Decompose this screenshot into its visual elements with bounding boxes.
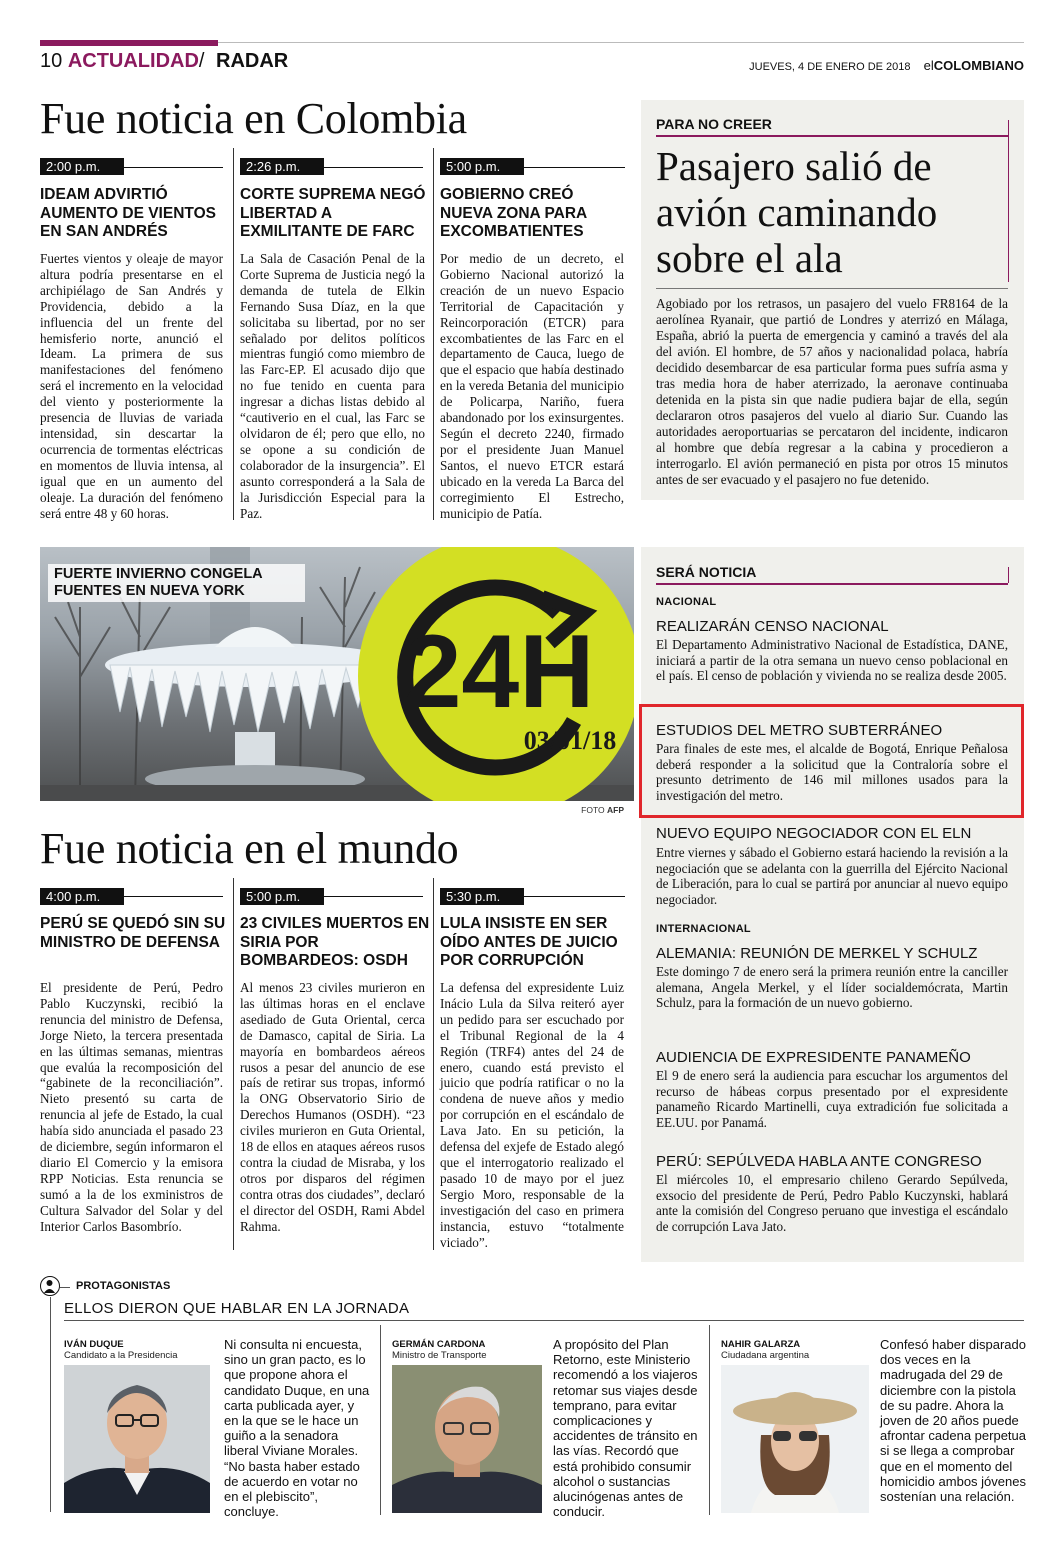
story-body: El presidente de Perú, Pedro Pablo Kuczynski, recibió la renuncia del ministro de Defensa, Jorge Nieto, la tercera presentada en las últimas semanas, mientras que evalúa la recomposición del “gabinete de la reconciliación”. Nieto presentó su carta de renuncia al jefe de Estado, la cual había sido anunciada el pasado 23 de diciembre, según informaron el diario El Comercio y la emisora RPP Noticias. Esta renuncia se sumó a la de los exministros de Cultura Salvador del Solar y del Interior Carlos Basombrío. xyxy=(40,980,223,1234)
sera-noticia-internacional-label: INTERNACIONAL xyxy=(656,923,751,935)
portrait-image xyxy=(392,1365,542,1513)
page-number: 10 xyxy=(40,50,63,72)
protagonist-name: IVÁN DUQUE xyxy=(64,1339,124,1350)
box-vertical-rule xyxy=(1008,120,1009,282)
logo-prefix: el xyxy=(923,58,934,73)
newspaper-logo xyxy=(924,58,1024,73)
sera-noticia-item-body: Este domingo 7 de enero será la primera reunión entre la canciller alemana, Angela Merkel, y el líder socialdemócrata, Martin Schulz, para la formación de un nuevo gobierno. xyxy=(656,964,1008,1011)
photo-credit xyxy=(581,805,624,815)
protagonistas-subtitle: ELLOS DIERON QUE HABLAR EN LA JORNADA xyxy=(64,1300,410,1317)
story-headline: CORTE SUPREMA NEGÓ LIBERTAD A EXMILITANTE DE FARC xyxy=(240,186,426,240)
protagonist-quote: A propósito del Plan Retorno, este Ministerio recomendó a los viajeros retomar sus viajes desde temprano, para evitar complicaciones y accidentes de tránsito en las vías. Recordó que está prohibido consumir alcohol o sustancias alucinógenas antes de conducir. xyxy=(553,1337,698,1520)
column-divider xyxy=(233,148,234,520)
subsection-name: RADAR xyxy=(216,50,289,72)
sera-noticia-item-body: El Departamento Administrativo Nacional de Estadística, DANE, iniciará a partir de la otra semana un nuevo censo poblacional en el país. El censo de población y vivienda no se realiza desde 2005. xyxy=(656,637,1008,684)
time-badge: 5:00 p.m. xyxy=(440,158,524,175)
sera-noticia-item-body: Para finales de este mes, el alcalde de Bogotá, Enrique Peñalosa deberá responder a la solicitud que la Contraloría sobre el presunto detrimento de 146 mil millones usados para la investigación del metro. xyxy=(656,741,1008,803)
protagonist-name: NAHIR GALARZA xyxy=(721,1339,801,1350)
story-body: Por medio de un decreto, el Gobierno Nacional autorizó la creación de un nuevo Espacio Territorial de Capacitación y Reincorporación (ETCR) para excombatientes de las Farc en el departamento de Cauca, luego de que el espacio que había destinado en la vereda Betania del municipio de Policarpa, Nariño, fuera abandonado por los exinsurgentes. Según el decreto 2240, firmado por el presidente Juan Manuel Santos, el nuevo ETCR estará ubicado en la vereda La Barca del corregimiento El Estrecho, municipio de Patía. xyxy=(440,251,624,521)
sera-noticia-item-body: Entre viernes y sábado el Gobierno estará haciendo la revisión a la negociación que se adelanta con la guerrilla del Ejército Nacional de Liberación, para lo cual se partirá por anunciar al nuevo equipo negociador. xyxy=(656,845,1008,907)
para-no-creer-label: PARA NO CREER xyxy=(656,116,772,132)
story-headline: GOBIERNO CREÓ NUEVA ZONA PARA EXCOMBATIENTES xyxy=(440,186,587,240)
sera-noticia-item-body: El miércoles 10, el empresario chileno Gerardo Sepúlveda, exsocio del presidente de Perú, Pedro Pablo Kuczynski, hablará ante la comisión del Congreso peruano que investiga el escándalo de corrupción Lava Jato. xyxy=(656,1172,1008,1234)
person-icon xyxy=(40,1276,60,1296)
box-vertical-rule xyxy=(1008,567,1009,583)
mundo-title: Fue noticia en el mundo xyxy=(40,824,459,873)
protagonist-role: Ciudadana argentina xyxy=(721,1350,810,1361)
protagonistas-vertical-rule xyxy=(50,1297,51,1512)
header-accent-bar xyxy=(40,40,218,46)
protagonist-photo xyxy=(64,1365,210,1513)
box-rule xyxy=(656,288,1008,289)
time-badge: 5:00 p.m. xyxy=(240,888,324,905)
protagonistas-divider xyxy=(380,1325,381,1515)
story-headline: PERÚ SE QUEDÓ SIN SU MINISTRO DE DEFENSA xyxy=(40,915,226,951)
story-body: Fuertes vientos y oleaje de mayor altura podría presentarse en el archipiélago de San Andrés y Providencia, debido a la influencia del un frente del hemisferio norte, anunció el Ideam. La primera de sus manifestaciones del fenómeno será el incremento en la velocidad del viento y posteriormente la presencia de lluvias de variada intensidad, sin descartar la ocurrencia de tormentas eléctricas en momentos de lluvia intensa, al igual que en un aumento del oleaje. La duración del fenómeno será entre 48 y 60 horas. xyxy=(40,251,223,521)
header-rule xyxy=(218,42,1024,43)
portrait-image xyxy=(64,1365,210,1513)
protagonist-quote: Ni consulta ni encuesta, sino un gran pacto, es lo que propone ahora el candidato Duque, en una carta publicada ayer, y en la que se le hace un guiño a la senadora liberal Viviane Morales. “No basta haber estado de acuerdo en votar no en el plebiscito”, concluye. xyxy=(224,1337,370,1520)
story-headline: LULA INSISTE EN SER OÍDO ANTES DE JUICIO POR CORRUPCIÓN xyxy=(440,915,618,969)
colombia-title: Fue noticia en Colombia xyxy=(40,94,467,143)
logo-name: COLOMBIANO xyxy=(933,58,1024,73)
issue-date: JUEVES, 4 DE ENERO DE 2018 xyxy=(749,61,911,73)
protagonist-name: GERMÁN CARDONA xyxy=(392,1339,486,1350)
protagonist-role: Ministro de Transporte xyxy=(392,1350,487,1361)
sera-noticia-item-title: ALEMANIA: REUNIÓN DE MERKEL Y SCHULZ xyxy=(656,945,978,962)
para-no-creer-title: Pasajero salió de avión caminando sobre el ala xyxy=(656,143,938,281)
column-divider xyxy=(433,148,434,520)
protagonistas-divider xyxy=(709,1325,710,1515)
story-headline: IDEAM ADVIRTIÓ AUMENTO DE VIENTOS EN SAN ANDRÉS xyxy=(40,186,216,240)
para-no-creer-body: Agobiado por los retrasos, un pasajero del vuelo FR8164 de la aerolínea Ryanair, que partió de Londres y aterrizó en Málaga, España, abrió la puerta de emergencia y caminó a través del ala del avión. El hombre, de 57 años y nacionalidad polaca, habría decidido desembarcar de esa particular forma pues sufría asma y tras media hora de haber aterrizado, la aeronave continuaba detenida en la pista sin que nadie pudiera bajar de ella, según declararon otros pasajeros del vuelo al diario Sur. Cuando las autoridades aeroportuarias se percataron del incidente, indicaron al hombre que debía regresar a la cabina y procedieron a interrogarlo. El avión permaneció en pista por otros 15 minutos antes de ser evacuado y el pasajero no fue detenido. xyxy=(656,296,1008,487)
section-header xyxy=(40,50,288,73)
24h-badge xyxy=(358,547,634,801)
story-headline: 23 CIVILES MUERTOS EN SIRIA POR BOMBARDEOS: OSDH xyxy=(240,915,430,969)
sera-noticia-item-title: PERÚ: SEPÚLVEDA HABLA ANTE CONGRESO xyxy=(656,1153,982,1170)
sera-noticia-item-title: NUEVO EQUIPO NEGOCIADOR CON EL ELN xyxy=(656,825,972,842)
photo-credit-source: AFP xyxy=(607,805,624,815)
section-separator: / xyxy=(198,50,205,72)
protagonistas-rule xyxy=(64,1320,1024,1321)
time-badge: 5:30 p.m. xyxy=(440,888,524,905)
time-badge: 2:26 p.m. xyxy=(240,158,324,175)
protagonist-photo xyxy=(721,1365,869,1513)
protagonistas-label: PROTAGONISTAS xyxy=(76,1280,171,1292)
sera-noticia-nacional-label: NACIONAL xyxy=(656,596,717,608)
protagonist-role: Candidato a la Presidencia xyxy=(64,1350,178,1361)
story-body: La Sala de Casación Penal de la Corte Suprema de Justicia negó la demanda de tutela de Elkin Fernando Susa Díaz, en la que solicitaba su libertad, por no ser señalado por delitos políticos mientras fungió como miembro de las Farc-EP. El acusado dijo que no fue tenido en cuenta para ingresar a dichas listas debido al “cautiverio en el cual, las Farc se olvidaron de él; pero que ello, no se opone a su condición de colaborador de la insurgencia”. El asunto corresponderá a la Sala de la Jurisdicción Especial para la Paz. xyxy=(240,251,425,521)
photo-credit-prefix: FOTO xyxy=(581,805,605,815)
protagonist-quote: Confesó haber disparado dos veces en la madrugada del 29 de diciembre con la pistola de su padre. Ahora la joven de 20 años puede afrontar cadena perpetua si se llega a comprobar que en el momento del homicidio ambos jóvenes sostenían una relación. xyxy=(880,1337,1026,1505)
column-divider xyxy=(233,878,234,1250)
column-divider xyxy=(433,878,434,1250)
portrait-image xyxy=(721,1365,869,1513)
box-rule xyxy=(656,583,1008,585)
box-rule xyxy=(656,135,1008,137)
sera-noticia-label: SERÁ NOTICIA xyxy=(656,564,757,580)
sera-noticia-item-title: AUDIENCIA DE EXPRESIDENTE PANAMEÑO xyxy=(656,1049,971,1066)
protagonist-photo xyxy=(392,1365,542,1513)
badge-text: 24H xyxy=(403,614,595,730)
protagonistas-rule xyxy=(60,1287,70,1288)
header-meta xyxy=(749,58,1024,73)
sera-noticia-item-title: ESTUDIOS DEL METRO SUBTERRÁNEO xyxy=(656,722,943,739)
photo-caption: FUERTE INVIERNO CONGELA FUENTES EN NUEVA YORK xyxy=(48,564,305,602)
sera-noticia-item-title: REALIZARÁN CENSO NACIONAL xyxy=(656,618,889,635)
person-glyph xyxy=(41,1277,58,1294)
section-name: ACTUALIDAD xyxy=(67,50,199,72)
badge-date: 03/01/18 xyxy=(523,726,617,755)
sera-noticia-item-body: El 9 de enero será la audiencia para escuchar los argumentos del recurso de hábeas corpus presentado por el expresidente panameño Ricardo Martinelli, cuya extradición fue solicitada a EE.UU. por Panamá. xyxy=(656,1068,1008,1130)
fountain-photo xyxy=(40,547,634,801)
story-body: Al menos 23 civiles murieron en las últimas horas en el enclave asediado de Guta Oriental, cerca de Damasco, capital de Siria. La mayoría en bombardeos aéreos rusos a pesar del anuncio de ese país de retirar sus tropas, informó la ONG Observatorio Sirio de Derechos Humanos (OSDH). “23 civiles murieron en Guta Oriental, 18 de ellos en ataques aéreos rusos contra la ciudad de Misraba, y los otros por disparos del régimen contra otras dos ciudades”, declaró el director del OSDH, Rami Abdel Rahma. xyxy=(240,980,425,1234)
time-badge: 4:00 p.m. xyxy=(40,888,124,905)
time-badge: 2:00 p.m. xyxy=(40,158,124,175)
story-body: La defensa del expresidente Luiz Inácio Lula da Silva reiteró ayer un pedido para ser escuchado por el Tribunal Regional de la 4 Región (TRF4) antes del 24 de enero, cuando está previsto el juicio que podría ratificar o no la condena de nueve años y medio por corrupción en el escándalo de Lava Jato. En su petición, la defensa del exjefe de Estado alegó que el interrogatorio realizado el pasado 10 de mayo por el juez Sergio Moro, responsable de la investigación del caso en primera instancia, estuvo “totalmente viciado”. xyxy=(440,980,624,1250)
